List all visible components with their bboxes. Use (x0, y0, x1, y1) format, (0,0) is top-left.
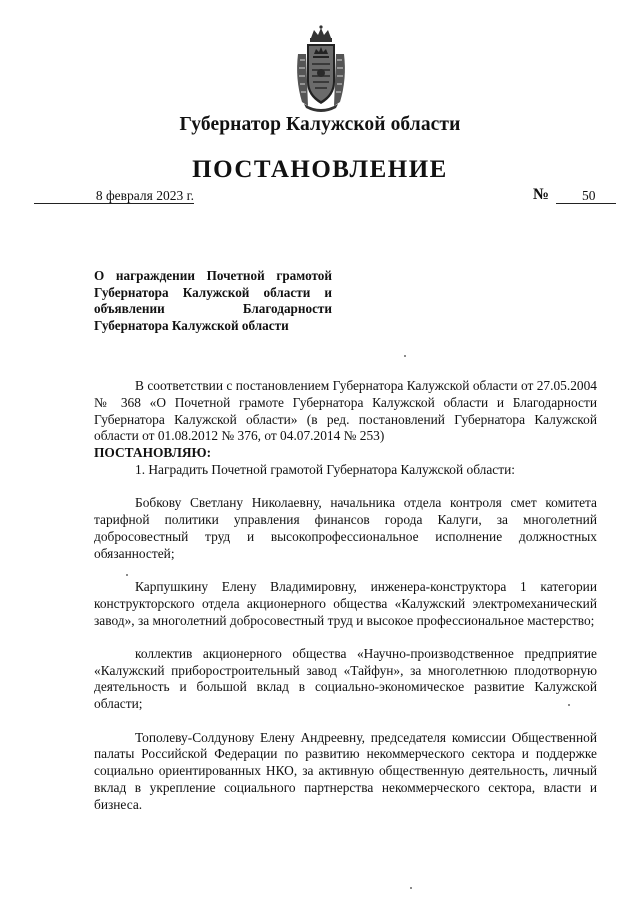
number-sign: № (533, 186, 550, 203)
scan-speck (568, 704, 570, 706)
preamble-paragraph: В соответствии с постановлением Губернатора Калужской области от 27.05.2004 № 368 «О Почетной грамоте Губернатора Калужской области и Благодарности Губернатора Калужской области» (в ред. постановлений Губернатора Калужской области от 01.08.2012 № 376, от 04.07.2014 № 253) (94, 378, 597, 444)
document-number: 50 (582, 188, 596, 203)
scan-speck (126, 574, 128, 576)
document-type: ПОСТАНОВЛЕНИЕ (192, 156, 448, 183)
scan-speck (410, 887, 412, 889)
document-body (94, 378, 597, 814)
awardee-paragraph: Бобкову Светлану Николаевну, начальника отдела контроля смет комитета тарифной политики управления финансов города Калуги, за многолетний добросовестный труд и высокопрофессиональное исполнение должностных обязанностей; (94, 495, 597, 561)
awardee-paragraph: коллектив акционерного общества «Научно-производственное предприятие «Калужский приборостроительный завод «Тайфун», за многолетнюю плодотворную деятельность и большой вклад в социально-экономическое развитие Калужской области; (94, 645, 597, 712)
date-field (34, 188, 194, 206)
issuer-title: Губернатор Калужской области (179, 114, 461, 135)
item-1-paragraph: 1. Наградить Почетной грамотой Губернатора Калужской области: (135, 461, 515, 477)
document-subject: О награждении Почетной грамотой Губернатора Калужской области и объявлении Благодарности Губернатора Калужской области (94, 268, 332, 333)
awardee-paragraph: Тополеву-Солдунову Елену Андреевну, председателя комиссии Общественной палаты Российской Федерации по развитию некоммерческого сектора и поддержке социально ориентированных НКО, за активную общественную деятельность, личный вклад в укрепление социального партнерства некоммерческого сектора, власти и бизнеса. (94, 729, 597, 812)
scan-speck (404, 355, 406, 357)
awardee-paragraph: Карпушкину Елену Владимировну, инженера-конструктора 1 категории конструкторского отдела акционерного общества «Калужский электромеханический завод», за многолетний добросовестный труд и высокое профессиональное мастерство; (94, 578, 597, 628)
document-date: 8 февраля 2023 г. (95, 188, 194, 203)
decree-word: ПОСТАНОВЛЯЮ: (94, 445, 212, 461)
coat-of-arms-icon (292, 24, 350, 112)
number-field (556, 188, 616, 206)
